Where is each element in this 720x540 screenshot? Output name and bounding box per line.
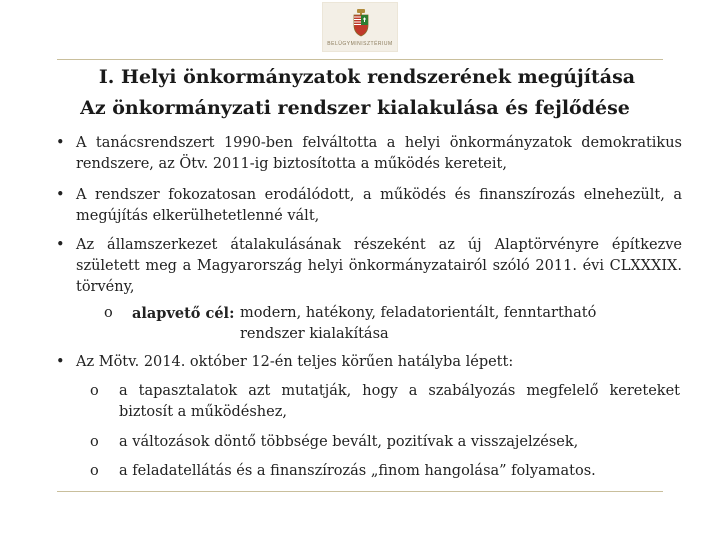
sub-item (90, 432, 680, 453)
logo-caption: BELÜGYMINISZTÉRIUM (327, 41, 393, 47)
ministry-logo (322, 2, 398, 52)
bullet-item (56, 185, 682, 227)
slide-title: I. Helyi önkormányzatok rendszerének megújítása (98, 66, 636, 88)
goal-value-line1: modern, hatékony, feladatorientált, fenntartható (240, 305, 597, 321)
sub-bullet-marker: o (90, 383, 99, 399)
bullet-marker: • (56, 187, 65, 203)
goal-label: alapvető cél: (132, 305, 235, 322)
bullet-item (56, 133, 682, 175)
goal-value-line2: rendszer kialakítása (240, 326, 389, 342)
bullet-text: Az Mötv. 2014. október 12-én teljes körűen hatályba lépett: (76, 354, 514, 370)
sub-bullet-marker: o (104, 305, 113, 321)
sub-bullet-marker: o (90, 434, 99, 450)
sub-item (90, 381, 680, 423)
sub-item-text: a tapasztalatok azt mutatják, hogy a szabályozás megfelelő kereteket biztosít a működéshez, (119, 383, 680, 420)
bullet-text: A rendszer fokozatosan erodálódott, a működés és finanszírozás elnehezült, a megújítás elkerülhetetlenné vált, (76, 187, 682, 224)
bullet-item (56, 352, 682, 373)
bottom-divider (57, 491, 663, 492)
bullet-text: Az államszerkezet átalakulásának részeként az új Alaptörvényre építkezve született meg a Magyarország helyi önkormányzatairól szóló 2011. évi CLXXXIX. törvény, (76, 237, 682, 295)
bullet-marker: • (56, 135, 65, 151)
sub-item-text: a feladatellátás és a finanszírozás „finom hangolása” folyamatos. (119, 463, 596, 479)
sub-item-text: a változások döntő többsége bevált, pozitívak a visszajelzések, (119, 434, 579, 450)
bullet-text: A tanácsrendszert 1990-ben felváltotta a helyi önkormányzatok demokratikus rendszere, az Ötv. 2011-ig biztosította a működés kereteit, (76, 135, 682, 172)
slide-subtitle: Az önkormányzati rendszer kialakulása és fejlődése (80, 97, 630, 119)
bullet-item (56, 235, 682, 298)
bullet-marker: • (56, 237, 65, 253)
sub-bullet-marker: o (90, 463, 99, 479)
bullet-marker: • (56, 354, 65, 370)
top-divider (57, 59, 663, 60)
goal-value (240, 303, 660, 345)
sub-item (90, 461, 680, 482)
hungarian-coat-of-arms-icon (351, 9, 371, 37)
